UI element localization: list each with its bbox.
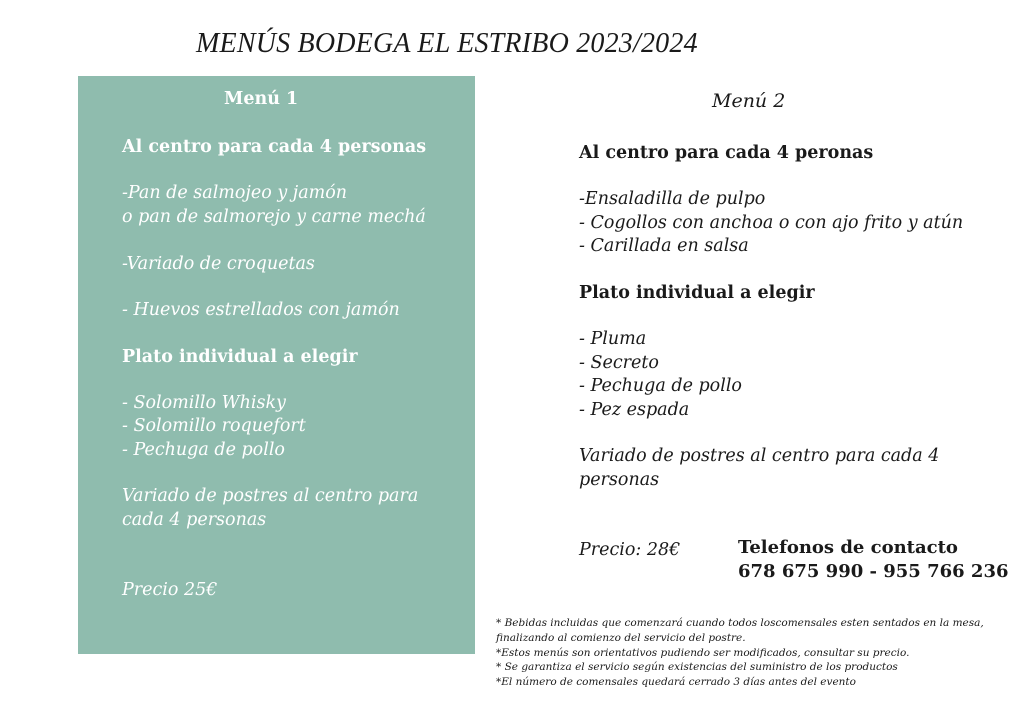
menu1-center-item: - Huevos estrellados con jamón — [122, 300, 400, 320]
menu1-center-item: -Pan de salmojeo y jamón — [122, 183, 348, 203]
menu1-center-item: o pan de salmorejo y carne mechá — [122, 207, 426, 227]
menu1-title: Menú 1 — [224, 89, 299, 109]
menu2-price: Precio: 28€ — [579, 540, 681, 560]
menu1-individual-item: - Solomillo roquefort — [122, 416, 306, 436]
menu2-center-heading: Al centro para cada 4 peronas — [579, 143, 874, 163]
menu2-center-item: -Ensaladilla de pulpo — [579, 189, 766, 209]
menu1-center-item: -Variado de croquetas — [122, 254, 315, 274]
footnotes — [496, 616, 984, 690]
menu2-individual-item: - Pez espada — [579, 400, 690, 420]
menu2-title: Menú 2 — [712, 90, 786, 112]
menu2-individual-heading: Plato individual a elegir — [579, 283, 815, 303]
menu1-individual-item: - Pechuga de pollo — [122, 440, 285, 460]
footnote-line: * Se garantiza el servicio según existencias del suministro de los productos — [496, 661, 898, 674]
menu2-individual-item: - Pechuga de pollo — [579, 376, 742, 396]
menu1-desserts-line: cada 4 personas — [122, 510, 267, 530]
contact-label: Telefonos de contacto — [738, 537, 958, 558]
menu2-center-item: - Carillada en salsa — [579, 236, 749, 256]
menu1-individual-heading: Plato individual a elegir — [122, 347, 358, 367]
menu1-individual-item: - Solomillo Whisky — [122, 393, 286, 413]
footnote-line: *El número de comensales quedará cerrado 3 días antes del evento — [496, 676, 856, 689]
menu1-panel — [78, 76, 475, 654]
footnote-line: *Estos menús son orientativos pudiendo ser modificados, consultar su precio. — [496, 646, 910, 659]
contact-phones: 678 675 990 - 955 766 236 — [738, 561, 1009, 582]
menu2-desserts-line: Variado de postres al centro para cada 4 — [579, 446, 940, 466]
menu1-desserts-line: Variado de postres al centro para — [122, 486, 419, 506]
page-title: MENÚS BODEGA EL ESTRIBO 2023/2024 — [196, 28, 698, 59]
footnote-line: finalizando al comienzo del servicio del postre. — [496, 631, 746, 644]
menu2-individual-item: - Pluma — [579, 329, 647, 349]
menu1-center-heading: Al centro para cada 4 personas — [122, 137, 427, 157]
menu1-price: Precio 25€ — [122, 580, 218, 600]
menu2-individual-item: - Secreto — [579, 353, 659, 373]
footnote-line: * Bebidas incluidas que comenzará cuando todos loscomensales esten sentados en la mesa, — [496, 617, 984, 629]
menu2-desserts-line: personas — [579, 470, 660, 490]
menu2-center-item: - Cogollos con anchoa o con ajo frito y atún — [579, 213, 964, 233]
